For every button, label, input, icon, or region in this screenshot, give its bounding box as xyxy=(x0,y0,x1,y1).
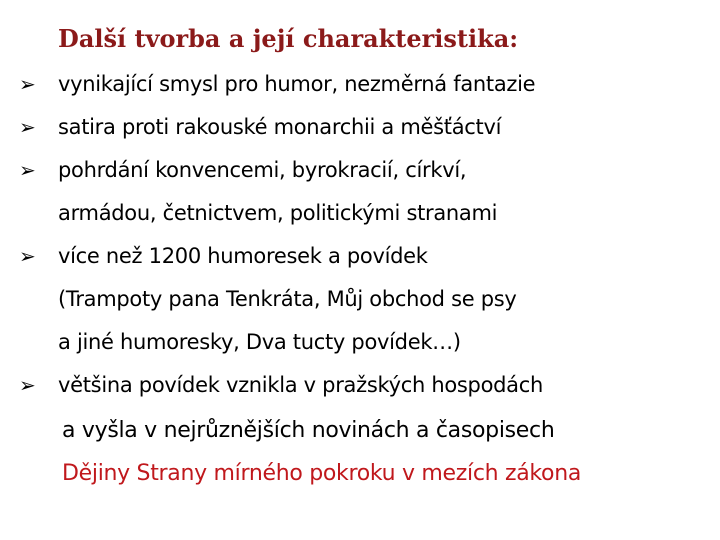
bullet-arrow-icon: ➢ xyxy=(19,373,36,397)
bullet-arrow-icon: ➢ xyxy=(19,158,36,182)
bullet-line-4-continuation-2: a jiné humoresky, Dva tucty povídek…) xyxy=(58,330,461,354)
highlighted-title-line: Dějiny Strany mírného pokroku v mezích zákona xyxy=(62,461,582,486)
bullet-arrow-icon: ➢ xyxy=(19,244,36,268)
bullet-line-4: více než 1200 humoresek a povídek xyxy=(58,244,428,268)
bullet-line-3: pohrdání konvencemi, byrokracií, církví, xyxy=(58,158,467,182)
bullet-line-5: většina povídek vznikla v pražských hospodách xyxy=(58,373,543,397)
bullet-line-4-continuation-1: (Trampoty pana Tenkráta, Můj obchod se psy xyxy=(58,287,517,311)
bullet-line-2: satira proti rakouské monarchii a měšťáctví xyxy=(58,115,502,139)
bullet-arrow-icon: ➢ xyxy=(19,72,36,96)
continuation-line: a vyšla v nejrůznějších novinách a časopisech xyxy=(62,418,555,443)
bullet-line-3-continuation: armádou, četnictvem, politickými stranami xyxy=(58,201,498,225)
slide-title: Další tvorba a její charakteristika: xyxy=(58,24,519,53)
bullet-line-1: vynikající smysl pro humor, nezměrná fantazie xyxy=(58,72,536,96)
bullet-arrow-icon: ➢ xyxy=(19,115,36,139)
